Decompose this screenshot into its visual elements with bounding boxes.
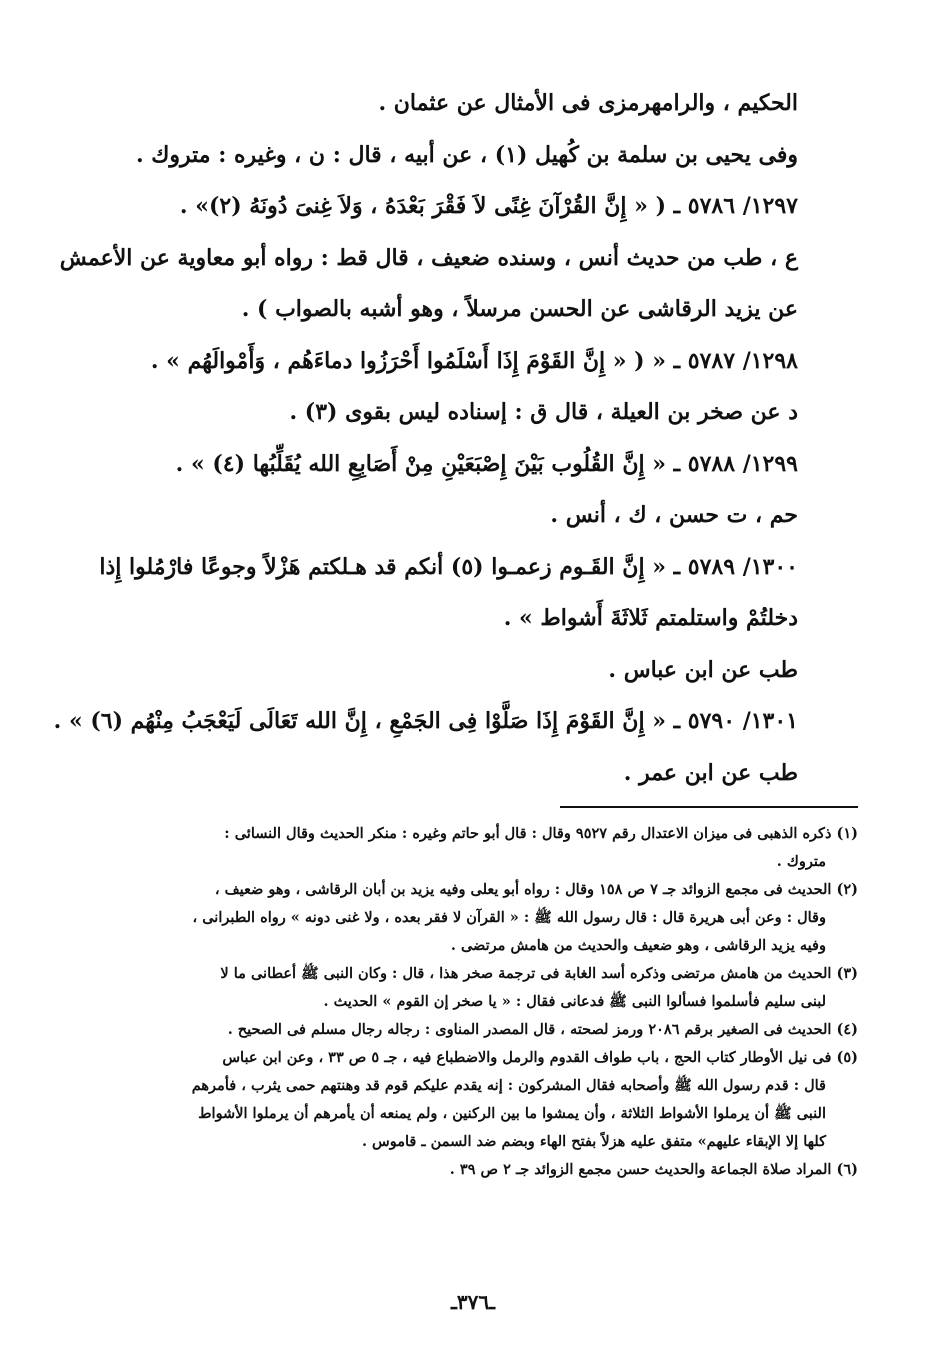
footnote-text: (٦) المراد صلاة الجماعة والحديث حسن مجمع الزوائد جـ ٢ ص ٣٩ . bbox=[449, 1161, 858, 1178]
footnote-separator bbox=[560, 806, 858, 808]
footnote-text: (١) ذكره الذهبى فى ميزان الاعتدال رقم ٩٥٢٧ وقال : قال أبو حاتم وغيره : منكر الحديث وقال النسائى : bbox=[224, 825, 858, 842]
text-line: طب عن ابن عباس . bbox=[608, 656, 798, 683]
footnote-2 bbox=[88, 876, 858, 960]
text-line: وفى يحيى بن سلمة بن كُهيل (١) ، عن أبيه ، قال : ن ، وغيره : متروك . bbox=[135, 141, 798, 168]
footnote-text: كلها إلا الإبقاء عليهم» متفق عليه هزلاً بفتح الهاء وبضم ضد السمن ـ قاموس . bbox=[361, 1133, 826, 1150]
footnotes bbox=[88, 820, 858, 1184]
text-line: عن يزيد الرقاشى عن الحسن مرسلاً ، وهو أشبه بالصواب ) . bbox=[241, 296, 798, 322]
footnote-text: النبى ﷺ أن يرملوا الأشواط الثلاثة ، وأن يمشوا ما بين الركنين ، ولم يمنعه أن يأمرهم أن يرملوا الأشواط bbox=[198, 1105, 826, 1122]
footnote-text: قال : قدم رسول الله ﷺ وأصحابه فقال المشركون : إنه يقدم عليكم قوم قد وهنتهم حمى يثرب ، فأمرهم bbox=[191, 1077, 826, 1094]
footnote-text: وفيه يزيد الرقاشى ، وهو ضعيف والحديث من هامش مرتضى . bbox=[450, 937, 826, 954]
footnote-1 bbox=[88, 820, 858, 876]
footnote-4 bbox=[88, 1016, 858, 1044]
footnote-text: (٢) الحديث فى مجمع الزوائد جـ ٧ ص ١٥٨ وقال : رواه أبو يعلى وفيه يزيد بن أبان الرقاشى ، وهو ضعيف ، bbox=[214, 881, 858, 898]
text-line: طب عن ابن عمر . bbox=[623, 759, 798, 786]
footnote-3 bbox=[88, 960, 858, 1016]
footnote-6 bbox=[88, 1156, 858, 1184]
hadith-entry-1297: ١٢٩٧/ ٥٧٨٦ ـ ( « إِنَّ القُرْآنَ غِنًى لاَ فَقْرَ بَعْدَهُ ، وَلاَ غِنىَ دُونَهُ (٢)» . bbox=[179, 193, 798, 219]
footnote-text: متروك . bbox=[776, 853, 826, 870]
hadith-entry-1301: ١٣٠١/ ٥٧٩٠ ـ « إِنَّ القَوْمَ إِذَا صَلَّوْا فِى الجَمْعِ ، إِنَّ الله تَعَالَى لَيَعْجَبُ مِنْهُم (٦) » . bbox=[53, 708, 798, 734]
text-line: حم ، ت حسن ، ك ، أنس . bbox=[550, 502, 798, 528]
hadith-entry-1299: ١٢٩٩/ ٥٧٨٨ ـ « إِنَّ القُلُوب بَيْنَ إِصْبَعَيْنِ مِنْ أَصَابِعِ الله يُقَلِّبُها (٤) » . bbox=[175, 450, 798, 477]
footnote-text: (٥) فى نيل الأوطار كتاب الحج ، باب طواف القدوم والرمل والاضطباع فيه ، جـ ٥ ص ٣٣ ، وعن ابن عباس bbox=[222, 1049, 858, 1066]
text-line: دخلتُمْ واستلمتم ثَلاثَةَ أَشواط » . bbox=[503, 605, 798, 631]
text-line: الحكيم ، والرامهرمزى فى الأمثال عن عثمان . bbox=[378, 90, 798, 116]
page-number: ـ٣٧٦ـ bbox=[451, 1290, 495, 1314]
footnote-text: لبنى سليم فأسلموا فسألوا النبى ﷺ فدعانى فقال : « يا صخر إن القوم » الحديث . bbox=[323, 993, 826, 1010]
footnote-text: وقال : وعن أبى هريرة قال : قال رسول الله ﷺ : « القرآن لا فقر بعده ، ولا غنى دونه » رواه الطبرانى ، bbox=[192, 909, 826, 926]
text-line: د عن صخر بن العيلة ، قال ق : إسناده ليس بقوى (٣) . bbox=[289, 399, 798, 425]
footnote-5 bbox=[88, 1044, 858, 1156]
footnote-text: (٣) الحديث من هامش مرتضى وذكره أسد الغابة فى ترجمة صخر هذا ، قال : وكان النبى ﷺ أعطانى ما لا bbox=[220, 965, 858, 982]
main-text bbox=[53, 78, 798, 799]
footnote-text: (٤) الحديث فى الصغير برقم ٢٠٨٦ ورمز لصحته ، قال المصدر المناوى : رجاله رجال مسلم فى الصحيح . bbox=[227, 1021, 858, 1038]
hadith-entry-1300: ١٣٠٠/ ٥٧٨٩ ـ « إِنَّ القَـوم زعمـوا (٥) أنكم قد هـلكتم هَزْلاً وجوعًا فارْمُلوا إِذا bbox=[99, 553, 798, 580]
text-line: ع ، طب من حديث أنس ، وسنده ضعيف ، قال قط : رواه أبو معاوية عن الأعمش bbox=[59, 244, 798, 271]
hadith-entry-1298: ١٢٩٨/ ٥٧٨٧ ـ « ( « إِنَّ القَوْمَ إِذَا أَسْلَمُوا أَحْرَزُوا دماءَهُم ، وَأَمْوالَهُم » . bbox=[150, 347, 798, 374]
